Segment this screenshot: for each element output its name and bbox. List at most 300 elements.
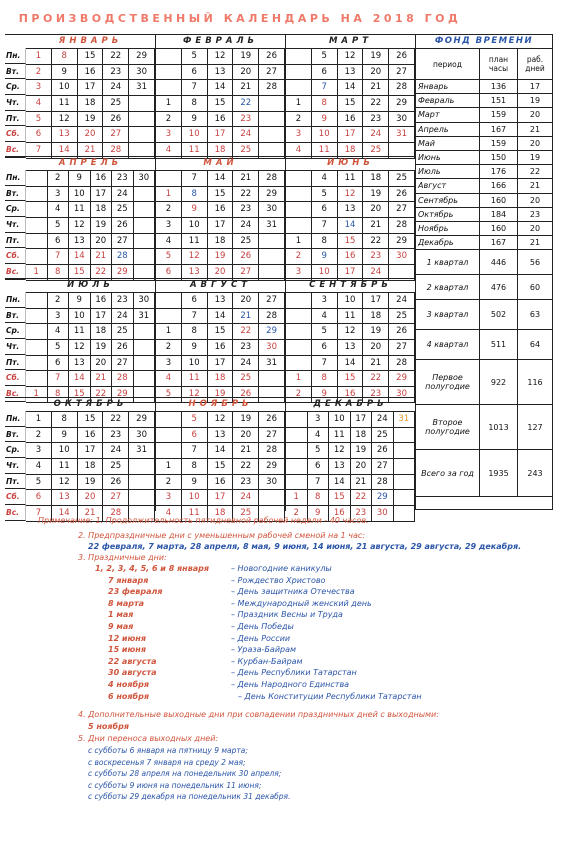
day-cell: 8: [182, 187, 208, 203]
month-block: [156, 279, 285, 398]
day-cell: 21: [233, 309, 259, 325]
day-cell: 19: [208, 387, 234, 403]
day-cell: 18: [351, 428, 373, 444]
day-cell: 6: [312, 65, 338, 81]
fund-summary-cell: 243: [527, 468, 543, 478]
month-band: [5, 34, 415, 157]
holiday-name: – День Республики Татарстан: [231, 668, 357, 678]
day-cell: 14: [52, 143, 78, 159]
fund-summary-row: [416, 275, 552, 300]
transfer-item: с воскресенья 7 января на среду 2 мая;: [88, 757, 246, 767]
day-cell: 23: [112, 293, 134, 309]
day-cell: 23: [233, 202, 259, 218]
fund-cell: 21: [529, 124, 541, 134]
day-cell: 23: [233, 340, 259, 356]
holiday-date: 8 марта: [108, 598, 145, 608]
note-5: 5. Дни переноса выходных дней:: [78, 734, 219, 743]
day-cell: 2: [286, 112, 312, 128]
transfer-item: с субботы 28 апреля на понедельник 30 апреля;: [88, 769, 282, 778]
fund-summary-cell: 3 квартал: [416, 300, 480, 329]
day-cell: 11: [182, 371, 208, 387]
day-cell: 29: [259, 459, 285, 475]
day-cell: 29: [372, 490, 394, 506]
day-cell: 10: [52, 443, 78, 459]
weekday-label: Пн.: [5, 170, 26, 186]
day-cell: 1: [286, 96, 312, 112]
note-1: Примечание: 1. Продолжительность пятидневной рабочей недели - 40 часов.: [38, 516, 369, 525]
day-cell: 29: [112, 265, 134, 281]
day-cell: 9: [182, 340, 208, 356]
day-cell: [286, 475, 308, 491]
day-cell: 28: [103, 143, 129, 159]
day-cell: 14: [69, 249, 91, 265]
weekday-labels: [5, 35, 26, 157]
day-cell: 5: [48, 218, 70, 234]
day-cell: 11: [182, 234, 208, 250]
month-block: [286, 398, 415, 519]
day-cell: 27: [233, 265, 259, 281]
day-cell: [156, 443, 182, 459]
day-cell: 26: [389, 49, 415, 65]
day-cell: [394, 475, 416, 491]
fund-cell: Август: [416, 179, 480, 192]
day-cell: 11: [338, 171, 364, 187]
day-cell: 12: [52, 475, 78, 491]
weekday-label: Пн.: [5, 48, 26, 64]
fund-summary-cell: Второе полугодие: [416, 405, 480, 449]
day-cell: 30: [129, 428, 155, 444]
fund-summary-cell: 1 квартал: [416, 250, 480, 274]
day-cell: [134, 249, 156, 265]
day-cell: 6: [308, 459, 330, 475]
fund-row: [416, 165, 552, 179]
day-cell: 13: [208, 428, 234, 444]
day-cell: 3: [286, 127, 312, 143]
day-cell: 13: [69, 356, 91, 372]
day-cell: 27: [103, 490, 129, 506]
day-cell: [134, 340, 156, 356]
day-cell: 24: [112, 309, 134, 325]
day-cell: 29: [129, 49, 155, 65]
weekday-label: Сб.: [5, 370, 26, 386]
day-cell: [156, 80, 182, 96]
fund-row: [416, 137, 552, 151]
day-cell: 25: [103, 96, 129, 112]
day-cell: [129, 459, 155, 475]
fund-summary-cell: 116: [527, 377, 543, 387]
day-cell: 12: [338, 187, 364, 203]
fund-summary-cell: 64: [529, 340, 541, 350]
day-cell: 25: [372, 428, 394, 444]
day-cell: 25: [363, 143, 389, 159]
fund-summary-cell: 446: [480, 250, 518, 274]
day-cell: 20: [91, 234, 113, 250]
day-cell: [259, 249, 285, 265]
day-cell: 2: [26, 428, 52, 444]
fund-row: [416, 94, 552, 108]
fund-cell: Декабрь: [416, 236, 480, 249]
day-cell: 30: [134, 293, 156, 309]
weekday-label: Вт.: [5, 427, 26, 443]
fund-cell: Апрель: [416, 123, 480, 136]
holiday-name: – Новогодние каникулы: [231, 564, 332, 573]
day-cell: 18: [78, 459, 104, 475]
fund-cell: Март: [416, 108, 480, 121]
fund-summary-row: [416, 250, 552, 275]
day-cell: 27: [103, 127, 129, 143]
fund-cell: 160: [480, 222, 518, 235]
day-cell: 23: [363, 249, 389, 265]
day-cell: 10: [182, 490, 208, 506]
day-cell: 8: [182, 324, 208, 340]
fund-header: [416, 49, 552, 80]
day-cell: 1: [156, 187, 182, 203]
day-cell: 30: [389, 387, 415, 403]
day-cell: 22: [363, 371, 389, 387]
day-cell: 22: [91, 265, 113, 281]
day-cell: 28: [112, 371, 134, 387]
weekday-label: Чт.: [5, 339, 26, 355]
holiday-name: – День Конституции Республики Татарстан: [238, 691, 422, 701]
fund-cell: 22: [529, 167, 541, 177]
day-cell: 29: [112, 387, 134, 403]
day-cell: [134, 234, 156, 250]
day-cell: [259, 234, 285, 250]
day-cell: [394, 459, 416, 475]
day-cell: 13: [338, 340, 364, 356]
day-cell: 19: [233, 412, 259, 428]
day-cell: 4: [312, 309, 338, 325]
day-cell: 13: [52, 490, 78, 506]
fund-summary-cell: 2 квартал: [416, 275, 480, 299]
month-days: [26, 49, 155, 159]
day-cell: 14: [52, 506, 78, 522]
day-cell: 20: [363, 65, 389, 81]
fund-cell: 21: [529, 238, 541, 248]
day-cell: 8: [182, 96, 208, 112]
day-cell: 22: [363, 234, 389, 250]
day-cell: 30: [259, 475, 285, 491]
day-cell: 30: [372, 506, 394, 522]
day-cell: 2: [156, 112, 182, 128]
holiday-date: 30 августа: [108, 668, 157, 678]
weekday-label: Чт.: [5, 217, 26, 233]
day-cell: 15: [69, 265, 91, 281]
day-cell: [134, 218, 156, 234]
day-cell: 3: [156, 356, 182, 372]
day-cell: 21: [233, 80, 259, 96]
holiday-name: – Праздник Весны и Труда: [231, 610, 343, 620]
fund-cell: Февраль: [416, 94, 480, 107]
day-cell: 18: [91, 202, 113, 218]
month-block: [26, 35, 155, 157]
day-cell: 11: [182, 506, 208, 522]
day-cell: 14: [69, 371, 91, 387]
day-cell: 15: [329, 490, 351, 506]
month-block: [156, 157, 285, 279]
fund-cell: 20: [529, 195, 541, 205]
fund-cell: 166: [480, 179, 518, 192]
day-cell: 2: [26, 65, 52, 81]
holiday-name: – День Победы: [231, 622, 294, 631]
fund-header-period: период: [416, 49, 480, 79]
day-cell: 30: [389, 249, 415, 265]
day-cell: 7: [26, 143, 52, 159]
day-cell: 22: [233, 187, 259, 203]
note-2: 2. Предпраздничные дни с уменьшенным рабочей сменой на 1 час:: [78, 531, 366, 540]
day-cell: 14: [208, 80, 234, 96]
day-cell: 11: [329, 428, 351, 444]
day-cell: 2: [156, 475, 182, 491]
day-cell: 24: [233, 218, 259, 234]
month-days: [156, 293, 285, 403]
day-cell: 20: [91, 356, 113, 372]
fund-summary-cell: 502: [480, 300, 518, 329]
fund-summary-cell: 922: [480, 360, 518, 404]
month-days: [286, 412, 415, 522]
note-4: 4. Дополнительные выходные дни при совпадении праздничных дней с выходными:: [78, 710, 439, 719]
weekday-label: Пт.: [5, 355, 26, 371]
day-cell: 28: [259, 309, 285, 325]
day-cell: 11: [312, 143, 338, 159]
day-cell: 25: [112, 324, 134, 340]
day-cell: 15: [208, 187, 234, 203]
day-cell: 22: [233, 324, 259, 340]
holiday-date: 6 ноября: [108, 691, 149, 701]
day-cell: [259, 490, 285, 506]
day-cell: 25: [233, 143, 259, 159]
day-cell: 25: [103, 459, 129, 475]
day-cell: 22: [91, 387, 113, 403]
fund-row: [416, 236, 552, 250]
weekday-label: Чт.: [5, 95, 26, 111]
fund-cell: 20: [529, 110, 541, 120]
day-cell: [26, 371, 48, 387]
day-cell: 6: [156, 265, 182, 281]
holiday-date: 1 мая: [108, 610, 134, 620]
fund-row: [416, 208, 552, 222]
day-cell: 23: [103, 428, 129, 444]
day-cell: 26: [259, 412, 285, 428]
day-cell: 26: [233, 249, 259, 265]
day-cell: [134, 371, 156, 387]
fund-cell: 23: [529, 209, 541, 219]
holiday-date: 15 июня: [108, 645, 146, 655]
day-cell: 21: [233, 171, 259, 187]
month-name: ЯНВАРЬ: [26, 35, 155, 49]
holiday-date: 9 мая: [108, 622, 134, 631]
day-cell: 4: [312, 171, 338, 187]
day-cell: 3: [312, 293, 338, 309]
weekday-spacer: [5, 398, 26, 411]
fund-row: [416, 80, 552, 94]
day-cell: 12: [208, 412, 234, 428]
holiday-date: 23 февраля: [108, 587, 163, 597]
day-cell: 24: [233, 356, 259, 372]
fund-cell: 20: [529, 223, 541, 233]
weekday-spacer: [5, 279, 26, 292]
day-cell: 12: [338, 324, 364, 340]
day-cell: 5: [156, 249, 182, 265]
weekday-label: Сб.: [5, 248, 26, 264]
month-name: СЕНТЯБРЬ: [286, 279, 415, 293]
day-cell: 6: [312, 340, 338, 356]
day-cell: 4: [48, 202, 70, 218]
fund-cell: Ноябрь: [416, 222, 480, 235]
month-block: [26, 398, 155, 519]
day-cell: 4: [308, 428, 330, 444]
weekday-label: Вт.: [5, 308, 26, 324]
day-cell: 29: [259, 324, 285, 340]
day-cell: 17: [363, 293, 389, 309]
day-cell: 8: [48, 387, 70, 403]
day-cell: 3: [156, 127, 182, 143]
day-cell: 21: [363, 356, 389, 372]
holiday-date: 4 ноября: [108, 680, 149, 689]
day-cell: 25: [389, 171, 415, 187]
fund-cell: Сентябрь: [416, 194, 480, 207]
day-cell: [286, 459, 308, 475]
weekday-label: Сб.: [5, 126, 26, 142]
day-cell: 7: [182, 309, 208, 325]
day-cell: [156, 293, 182, 309]
day-cell: 18: [78, 96, 104, 112]
fund-summary-row: [416, 450, 552, 497]
day-cell: 22: [233, 459, 259, 475]
day-cell: 23: [103, 65, 129, 81]
day-cell: 10: [312, 265, 338, 281]
holiday-name: – День Народного Единства: [231, 680, 350, 689]
day-cell: 30: [259, 202, 285, 218]
day-cell: [286, 293, 312, 309]
day-cell: 15: [78, 412, 104, 428]
day-cell: 6: [182, 293, 208, 309]
day-cell: 5: [312, 324, 338, 340]
weekday-label: Пн.: [5, 292, 26, 308]
day-cell: 18: [363, 309, 389, 325]
day-cell: 5: [26, 112, 52, 128]
day-cell: 20: [78, 490, 104, 506]
day-cell: 4: [156, 506, 182, 522]
day-cell: 17: [208, 490, 234, 506]
day-cell: [134, 202, 156, 218]
day-cell: [286, 202, 312, 218]
day-cell: 5: [182, 49, 208, 65]
day-cell: 31: [134, 309, 156, 325]
day-cell: 26: [233, 387, 259, 403]
day-cell: 19: [91, 340, 113, 356]
weekday-label: Пт.: [5, 233, 26, 249]
day-cell: 28: [103, 506, 129, 522]
day-cell: 12: [329, 443, 351, 459]
day-cell: 28: [389, 218, 415, 234]
day-cell: 24: [233, 490, 259, 506]
day-cell: 17: [338, 265, 364, 281]
day-cell: 6: [26, 490, 52, 506]
day-cell: [286, 171, 312, 187]
day-cell: [26, 202, 48, 218]
day-cell: 11: [338, 309, 364, 325]
fund-summary-cell: 476: [480, 275, 518, 299]
day-cell: [394, 428, 416, 444]
day-cell: 26: [372, 443, 394, 459]
holiday-date: 22 августа: [108, 656, 157, 666]
day-cell: 3: [26, 80, 52, 96]
day-cell: 20: [233, 65, 259, 81]
day-cell: [286, 309, 312, 325]
day-cell: 9: [182, 202, 208, 218]
day-cell: [26, 249, 48, 265]
day-cell: 8: [312, 96, 338, 112]
month-name: АВГУСТ: [156, 279, 285, 293]
day-cell: 31: [129, 443, 155, 459]
day-cell: [286, 65, 312, 81]
day-cell: 17: [208, 127, 234, 143]
day-cell: 7: [308, 475, 330, 491]
day-cell: 3: [156, 490, 182, 506]
fund-cell: 136: [480, 80, 518, 93]
day-cell: 11: [69, 324, 91, 340]
day-cell: 16: [208, 340, 234, 356]
fund-cell: 176: [480, 165, 518, 178]
month-name: АПРЕЛЬ: [26, 157, 155, 171]
day-cell: [286, 443, 308, 459]
fund-summary-row: [416, 300, 552, 330]
day-cell: 27: [259, 428, 285, 444]
day-cell: 7: [182, 80, 208, 96]
day-cell: [156, 65, 182, 81]
day-cell: 26: [112, 340, 134, 356]
day-cell: 1: [156, 96, 182, 112]
day-cell: 21: [78, 506, 104, 522]
day-cell: 13: [338, 65, 364, 81]
day-cell: 25: [233, 371, 259, 387]
day-cell: 10: [69, 309, 91, 325]
day-cell: 8: [48, 265, 70, 281]
day-cell: 30: [129, 65, 155, 81]
day-cell: 13: [338, 202, 364, 218]
day-cell: 1: [156, 324, 182, 340]
fund-title: ФОНД ВРЕМЕНИ: [416, 35, 552, 49]
day-cell: 11: [69, 202, 91, 218]
note-2-dates: 22 февраля, 7 марта, 28 апреля, 8 мая, 9 июня, 14 июня, 21 августа, 29 августа, 29 декабря.: [88, 542, 522, 551]
day-cell: 16: [91, 293, 113, 309]
day-cell: 14: [208, 309, 234, 325]
day-cell: [129, 112, 155, 128]
day-cell: [156, 309, 182, 325]
day-cell: 23: [351, 506, 373, 522]
day-cell: 10: [52, 80, 78, 96]
day-cell: 20: [363, 340, 389, 356]
day-cell: 7: [312, 218, 338, 234]
month-days: [156, 49, 285, 159]
weekday-labels: [5, 398, 26, 518]
day-cell: 22: [363, 96, 389, 112]
day-cell: 16: [208, 112, 234, 128]
day-cell: 4: [48, 324, 70, 340]
fund-summary-cell: 1013: [480, 405, 518, 449]
day-cell: 13: [208, 65, 234, 81]
day-cell: 7: [48, 249, 70, 265]
day-cell: 6: [26, 127, 52, 143]
fund-summary-cell: 127: [527, 422, 543, 432]
month-block: [286, 279, 415, 398]
day-cell: 25: [233, 234, 259, 250]
day-cell: [259, 112, 285, 128]
day-cell: 30: [134, 171, 156, 187]
day-cell: [26, 187, 48, 203]
holiday-name: – Рождество Христово: [231, 575, 326, 585]
